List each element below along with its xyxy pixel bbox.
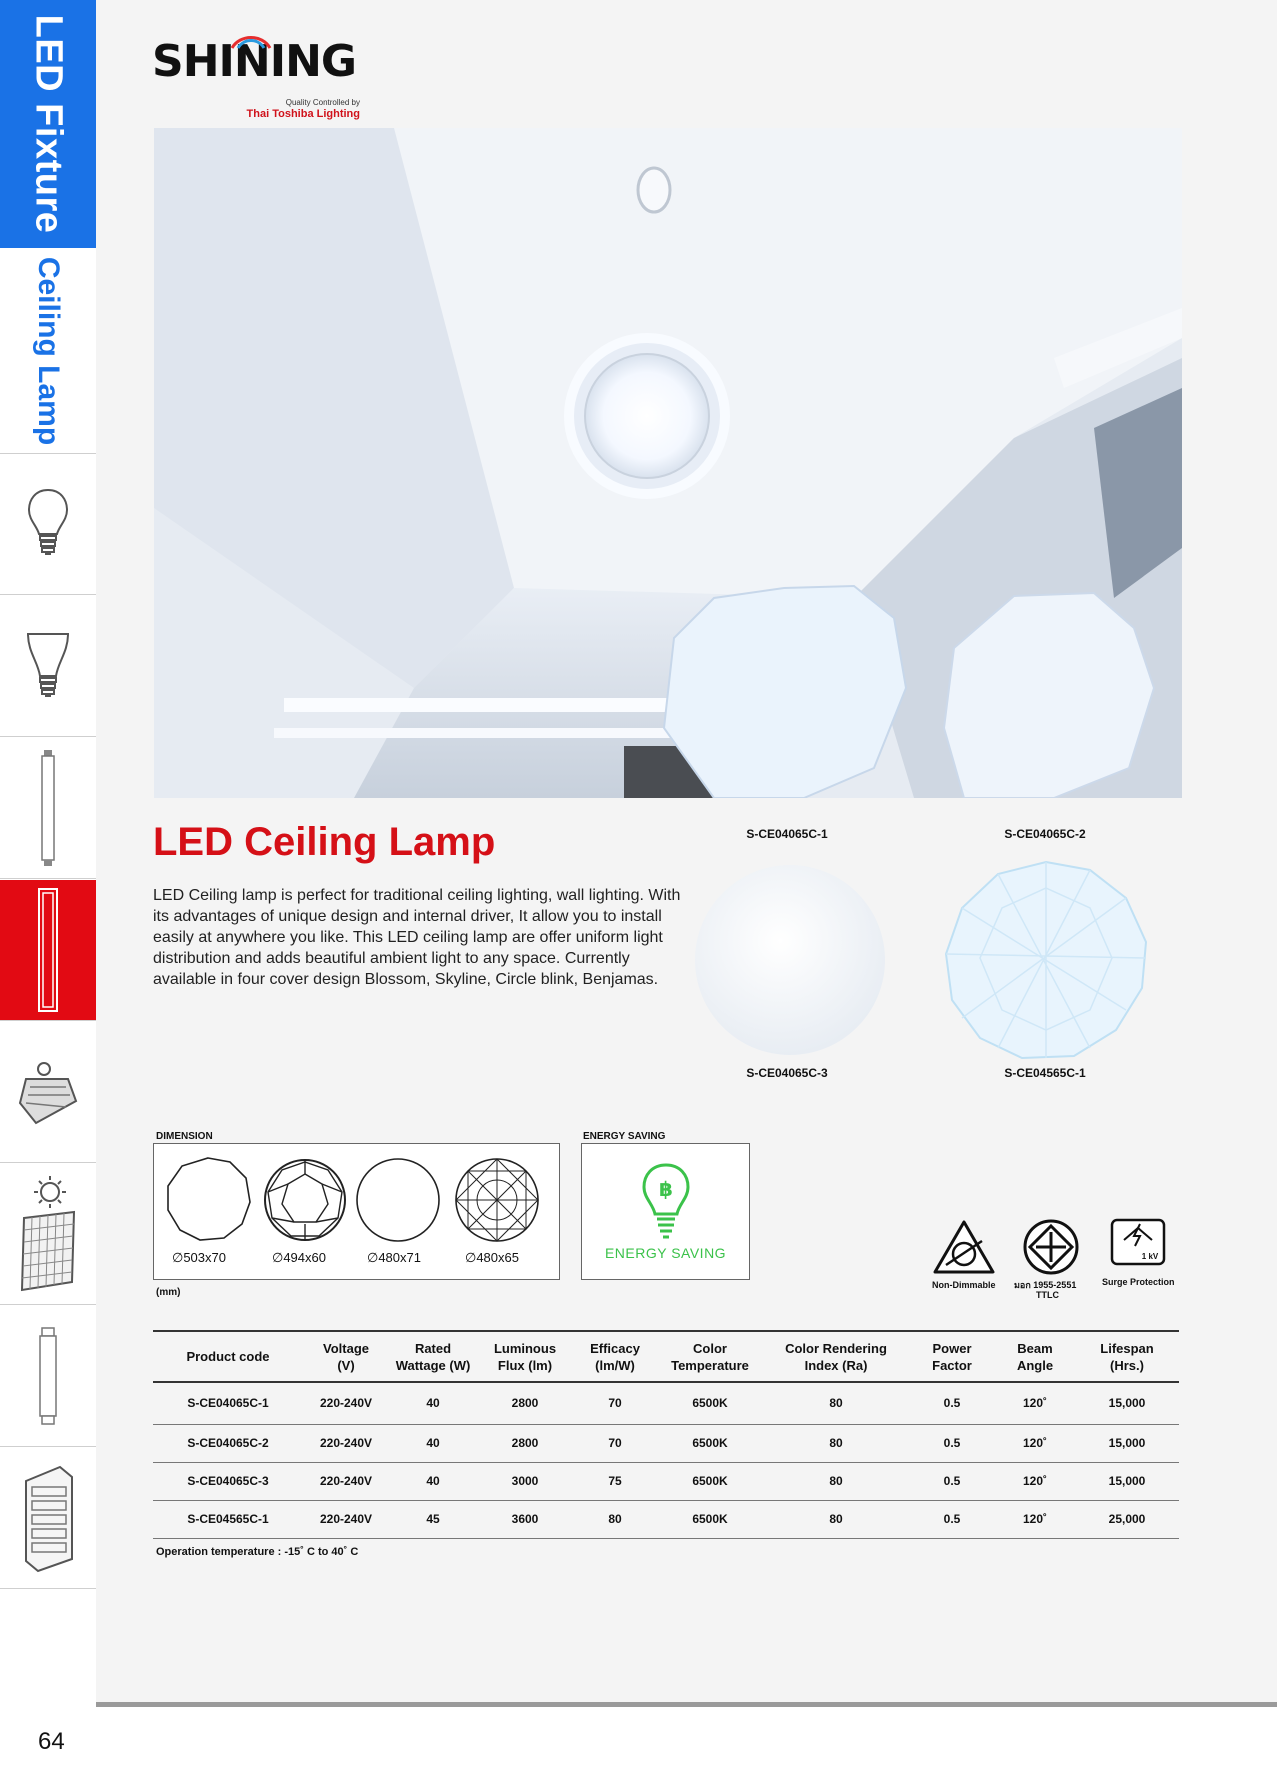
category-tab[interactable] <box>0 248 96 454</box>
logo-arc-icon <box>226 30 276 50</box>
col-cri: Color Rendering Index (Ra) <box>763 1331 909 1382</box>
non-dimmable-label: Non-Dimmable <box>932 1280 996 1290</box>
model-label-4: S-CE04565C-1 <box>1004 1066 1086 1080</box>
tisi-cert-icon <box>1022 1218 1080 1276</box>
tab-led-tube[interactable] <box>0 738 96 879</box>
tab-bulb[interactable] <box>0 454 96 595</box>
col-lifespan: Lifespan (Hrs.) <box>1075 1331 1179 1382</box>
product-description: LED Ceiling lamp is perfect for traditional ceiling lighting, wall lighting. With its advantages of unique design and internal driver, It allow you to install easily at anywhere you like. This LED ceiling lamp are offer uniform light distribution and adds beautiful ambient light to any space. Currently available in four cover design Blossom, Skyline, Circle blink, Benjamas. <box>153 887 681 988</box>
dimension-item-1: ∅503x70 <box>172 1250 226 1265</box>
tab-batten-fixture[interactable] <box>0 880 96 1021</box>
model-label-2: S-CE04065C-2 <box>1004 827 1086 841</box>
section-tab[interactable] <box>0 0 96 248</box>
energy-label: ENERGY SAVING <box>583 1131 666 1142</box>
dimension-unit: (mm) <box>156 1287 181 1298</box>
highbay-icon <box>16 1057 80 1127</box>
footer-rule <box>96 1702 1277 1707</box>
product-title: LED Ceiling Lamp <box>153 820 496 864</box>
bulb-icon <box>26 486 70 562</box>
troffer-icon <box>20 1463 76 1573</box>
surge-protection-label: Surge Protection <box>1102 1277 1175 1287</box>
tab-highbay[interactable] <box>0 1022 96 1163</box>
table-row: S-CE04065C-3 220-240V 40 3000 75 6500K 80 0.5 120˚ 15,000 <box>153 1462 1179 1500</box>
brand-company: Thai Toshiba Lighting <box>246 108 360 120</box>
lamp-benjamas-image <box>940 858 1152 1063</box>
dimension-item-2: ∅494x60 <box>272 1250 326 1265</box>
col-color-temp: Color Temperature <box>657 1331 763 1382</box>
category-title: Ceiling Lamp <box>32 256 65 446</box>
page-number: 64 <box>38 1728 65 1755</box>
lamp-circle-blink-image <box>685 858 895 1063</box>
model-label-1: S-CE04065C-1 <box>746 827 828 841</box>
dimension-label: DIMENSION <box>156 1131 213 1142</box>
baht-symbol: ฿ <box>659 1177 673 1201</box>
diameter-icon: ∅ <box>272 1250 284 1265</box>
brand-logo <box>152 36 372 130</box>
diameter-icon: ∅ <box>465 1250 477 1265</box>
batten-fixture-icon <box>33 885 63 1015</box>
non-dimmable-icon <box>932 1219 996 1275</box>
diameter-icon: ∅ <box>367 1250 379 1265</box>
col-luminous-flux: Luminous Flux (lm) <box>477 1331 573 1382</box>
table-row: S-CE04065C-2 220-240V 40 2800 70 6500K 80 0.5 120˚ 15,000 <box>153 1424 1179 1462</box>
col-wattage: Rated Wattage (W) <box>389 1331 477 1382</box>
col-power-factor: Power Factor <box>909 1331 995 1382</box>
tisi-standard-label: มอก 1955-2551 <box>1014 1280 1077 1290</box>
tab-t5-tube[interactable] <box>0 1306 96 1447</box>
dimension-box <box>153 1143 560 1280</box>
brand-name: SHINING <box>152 36 357 87</box>
operation-temperature-note: Operation temperature : -15˚ C to 40˚ C <box>156 1546 359 1558</box>
tab-troffer[interactable] <box>0 1448 96 1589</box>
col-efficacy: Efficacy (lm/W) <box>573 1331 657 1382</box>
energy-bulb-icon <box>640 1162 692 1240</box>
energy-box <box>581 1143 750 1280</box>
dimension-shapes-image <box>164 1156 552 1244</box>
dimension-item-4: ∅480x65 <box>465 1250 519 1265</box>
energy-badge-text: ENERGY SAVING <box>604 1245 727 1261</box>
led-tube-icon <box>38 748 58 868</box>
surge-protection-icon <box>1110 1218 1166 1266</box>
hero-photo <box>154 128 1182 798</box>
table-row: S-CE04565C-1 220-240V 45 3600 80 6500K 80 0.5 120˚ 25,000 <box>153 1500 1179 1538</box>
model-label-3: S-CE04065C-3 <box>746 1066 828 1080</box>
reflector-bulb-icon <box>24 628 72 704</box>
tab-solar[interactable] <box>0 1164 96 1305</box>
dimension-item-3: ∅480x71 <box>367 1250 421 1265</box>
sidebar <box>0 0 96 1590</box>
section-title: LED Fixture <box>27 14 70 234</box>
brand-tagline: Quality Controlled by <box>285 98 360 107</box>
table-header-row <box>153 1331 1179 1382</box>
col-product-code: Product code <box>153 1331 303 1382</box>
surge-value: 1 kV <box>1141 1252 1159 1261</box>
t5-tube-icon <box>36 1326 60 1426</box>
col-beam-angle: Beam Angle <box>995 1331 1075 1382</box>
table-row: S-CE04065C-1 220-240V 40 2800 70 6500K 80 0.5 120˚ 15,000 <box>153 1382 1179 1424</box>
solar-panel-icon <box>18 1174 78 1294</box>
col-voltage: Voltage (V) <box>303 1331 389 1382</box>
tab-reflector-bulb[interactable] <box>0 596 96 737</box>
ceiling-scene-image <box>154 128 1182 798</box>
spec-table <box>153 1330 1179 1539</box>
ttlc-label: TTLC <box>1036 1290 1059 1300</box>
diameter-icon: ∅ <box>172 1250 184 1265</box>
